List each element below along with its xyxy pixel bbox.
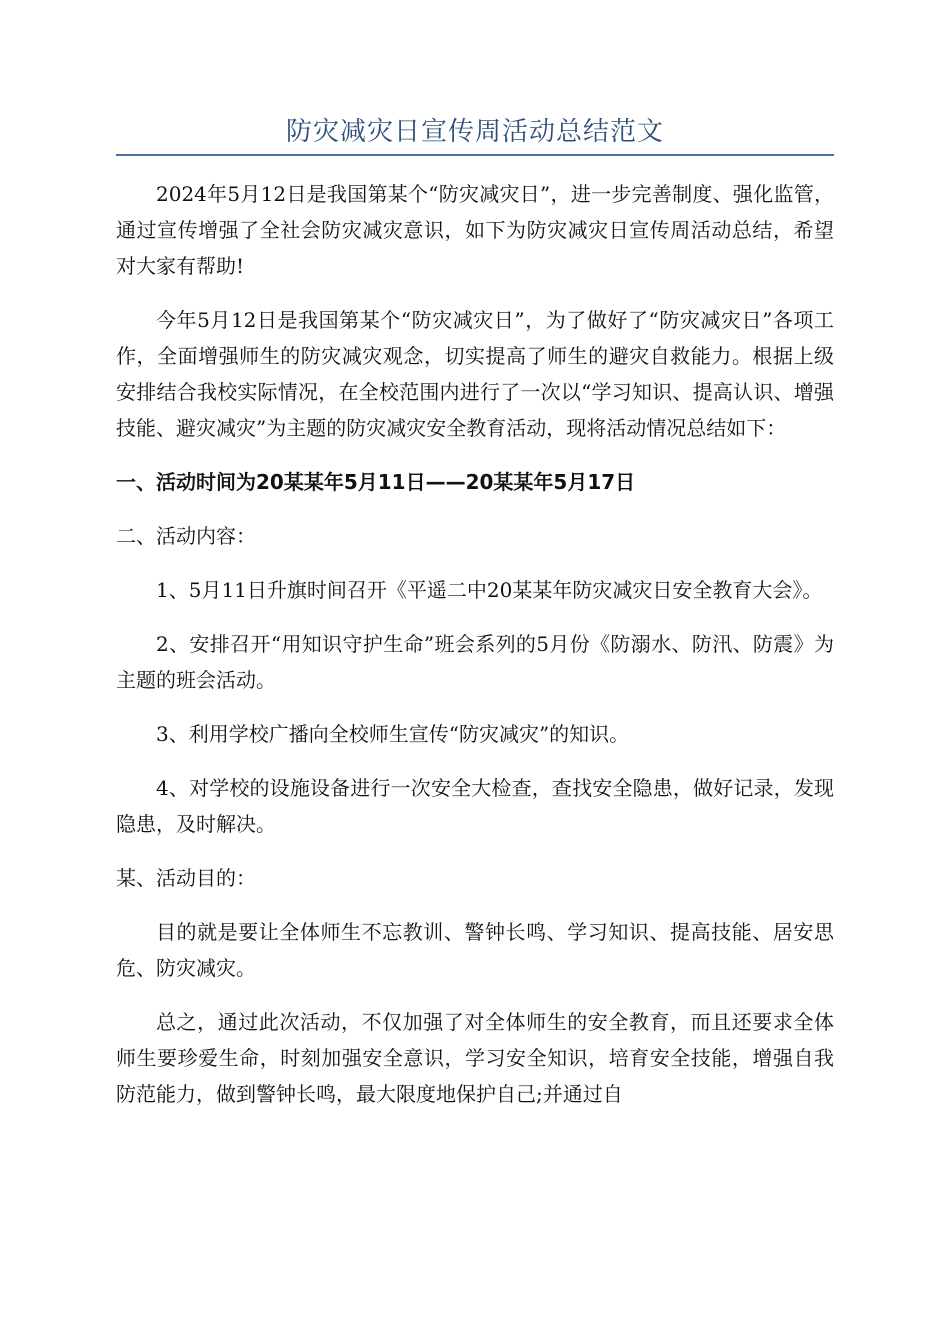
section-heading-time: 一、活动时间为20某某年5月11日——20某某年5月17日 (116, 470, 636, 494)
list-item: 3、利用学校广播向全校师生宣传“防灾减灾”的知识。 (156, 722, 630, 746)
list-item: 1、5月11日升旗时间召开《平遥二中20某某年防灾减灾日安全教育大会》。 (156, 578, 823, 602)
list-item: 4、对学校的设施设备进行一次安全大检查，查找安全隐患，做好记录，发现隐患，及时解决。 (116, 776, 834, 836)
summary-paragraph: 总之，通过此次活动，不仅加强了对全体师生的安全教育，而且还要求全体师生要珍爱生命，时刻加强安全意识，学习安全知识，培育安全技能，增强自我防范能力，做到警钟长鸣，最大限度地保护自己;并通过自 (116, 1010, 834, 1106)
document-title: 防灾减灾日宣传周活动总结范文 (285, 117, 664, 147)
title-underline (116, 154, 834, 156)
document-body (116, 176, 834, 1130)
section-heading-content: 二、活动内容： (116, 524, 256, 548)
intro-paragraph: 2024年5月12日是我国第某个“防灾减灾日”，进一步完善制度、强化监管，通过宣传增强了全社会防灾减灾意识，如下为防灾减灾日宣传周活动总结，希望对大家有帮助! (116, 182, 834, 278)
section-heading-purpose: 某、活动目的： (116, 866, 256, 890)
purpose-paragraph: 目的就是要让全体师生不忘教训、警钟长鸣、学习知识、提高技能、居安思危、防灾减灾。 (116, 920, 834, 980)
list-item: 2、安排召开“用知识守护生命”班会系列的5月份《防溺水、防汛、防震》为主题的班会活动。 (116, 632, 834, 692)
background-paragraph: 今年5月12日是我国第某个“防灾减灾日”，为了做好了“防灾减灾日”各项工作，全面增强师生的防灾减灾观念，切实提高了师生的避灾自救能力。根据上级安排结合我校实际情况，在全校范围内进行了一次以“学习知识、提高认识、增强技能、避灾减灾”为主题的防灾减灾安全教育活动，现将活动情况总结如下： (116, 308, 834, 440)
